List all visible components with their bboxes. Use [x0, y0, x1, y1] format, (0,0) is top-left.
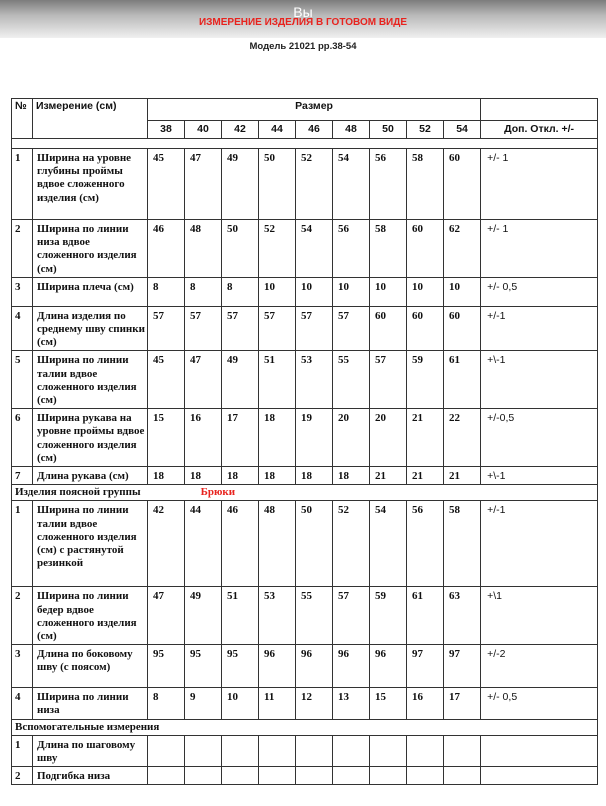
measurement-value: 13: [333, 688, 370, 719]
tolerance-value: +/- 1: [481, 220, 598, 278]
row-number: 2: [12, 220, 33, 278]
measurement-row: [12, 688, 598, 719]
row-number: 7: [12, 467, 33, 485]
measurement-value: [296, 767, 333, 785]
measurement-row: [12, 587, 598, 645]
measurement-value: 10: [370, 277, 407, 306]
row-number: 2: [12, 767, 33, 785]
measurement-value: 63: [444, 587, 481, 645]
header-row: [12, 99, 598, 121]
measurement-value: 18: [333, 467, 370, 485]
measurement-value: 58: [407, 149, 444, 220]
measurement-value: [259, 767, 296, 785]
measurement-name: Длина по шаговому шву: [33, 735, 148, 766]
measurement-value: [296, 735, 333, 766]
measurement-value: 10: [444, 277, 481, 306]
measurement-value: 16: [185, 409, 222, 467]
measurement-row: [12, 735, 598, 766]
measurement-row: [12, 306, 598, 351]
measurement-value: [185, 767, 222, 785]
measurement-value: 97: [444, 645, 481, 688]
measurement-value: 61: [444, 351, 481, 409]
row-number: 3: [12, 277, 33, 306]
measurement-row: [12, 149, 598, 220]
measurement-value: 52: [296, 149, 333, 220]
measurement-value: 57: [333, 306, 370, 351]
spacer-cell: [12, 139, 598, 149]
measurement-value: 8: [185, 277, 222, 306]
document-title: ИЗМЕРЕНИЕ ИЗДЕЛИЯ В ГОТОВОМ ВИДЕ: [198, 17, 408, 28]
row-number: 2: [12, 587, 33, 645]
size-label: 52: [407, 121, 444, 139]
tolerance-value: +/-1: [481, 306, 598, 351]
measurement-value: 52: [333, 501, 370, 587]
measurement-value: 18: [185, 467, 222, 485]
measurement-value: 57: [259, 306, 296, 351]
measurement-value: 96: [259, 645, 296, 688]
col-header-measure: Измерение (см): [33, 99, 148, 139]
size-chart-table: [11, 98, 598, 785]
measurement-value: 57: [185, 306, 222, 351]
measurement-value: 47: [148, 587, 185, 645]
measurement-row: [12, 351, 598, 409]
measurement-value: 51: [222, 587, 259, 645]
measurement-value: [370, 735, 407, 766]
measurement-value: 10: [296, 277, 333, 306]
measurement-value: [407, 767, 444, 785]
row-number: 6: [12, 409, 33, 467]
measurement-value: 8: [148, 688, 185, 719]
measurement-value: 47: [185, 351, 222, 409]
measurement-value: 97: [407, 645, 444, 688]
measurement-value: 57: [148, 306, 185, 351]
measurement-value: 15: [148, 409, 185, 467]
spacer-row: [12, 139, 598, 149]
measurement-value: [333, 767, 370, 785]
measurement-value: 62: [444, 220, 481, 278]
measurement-value: 48: [259, 501, 296, 587]
measurement-value: 95: [185, 645, 222, 688]
col-header-blank: [481, 99, 598, 121]
col-header-number: №: [12, 99, 33, 139]
measurement-value: 45: [148, 351, 185, 409]
measurement-value: 49: [222, 351, 259, 409]
measurement-value: 17: [444, 688, 481, 719]
section-row: [12, 485, 598, 501]
size-label: 46: [296, 121, 333, 139]
measurement-value: 42: [148, 501, 185, 587]
measurement-value: 21: [407, 467, 444, 485]
measurement-name: Длина по боковому шву (с поясом): [33, 645, 148, 688]
measurement-value: 95: [148, 645, 185, 688]
measurement-name: Ширина по линии низа: [33, 688, 148, 719]
measurement-value: [185, 735, 222, 766]
measurement-name: Подгибка низа: [33, 767, 148, 785]
measurement-value: 10: [407, 277, 444, 306]
measurement-value: [407, 735, 444, 766]
measurement-value: 22: [444, 409, 481, 467]
measurement-row: [12, 767, 598, 785]
measurement-value: 59: [370, 587, 407, 645]
measurement-name: Ширина по линии талии вдвое сложенного изделия (см): [33, 351, 148, 409]
section-header: [12, 485, 598, 501]
size-label: 42: [222, 121, 259, 139]
measurement-value: 58: [370, 220, 407, 278]
measurement-value: 17: [222, 409, 259, 467]
size-label: 38: [148, 121, 185, 139]
measurement-value: 56: [333, 220, 370, 278]
tolerance-value: +\1: [481, 587, 598, 645]
measurement-value: 19: [296, 409, 333, 467]
measurement-value: 54: [296, 220, 333, 278]
row-number: 5: [12, 351, 33, 409]
measurement-value: [259, 735, 296, 766]
measurement-value: 44: [185, 501, 222, 587]
measurement-value: 15: [370, 688, 407, 719]
measurement-value: 18: [296, 467, 333, 485]
measurement-value: 54: [370, 501, 407, 587]
section-header: [12, 719, 598, 735]
measurement-value: 57: [296, 306, 333, 351]
col-header-tolerance: Доп. Откл. +/-: [481, 121, 598, 139]
measurement-row: [12, 409, 598, 467]
measurement-name: Длина изделия по среднему шву спинки (см): [33, 306, 148, 351]
size-label: 44: [259, 121, 296, 139]
measurement-value: 59: [407, 351, 444, 409]
measurement-value: 20: [370, 409, 407, 467]
measurement-value: 57: [222, 306, 259, 351]
tolerance-value: [481, 767, 598, 785]
measurement-name: Ширина по линии талии вдвое сложенного изделия (см) с растянутой резинкой: [33, 501, 148, 587]
measurement-value: 20: [333, 409, 370, 467]
measurement-value: 50: [259, 149, 296, 220]
row-number: 1: [12, 149, 33, 220]
measurement-name: Длина рукава (см): [33, 467, 148, 485]
measurement-value: 95: [222, 645, 259, 688]
measurement-row: [12, 467, 598, 485]
measurement-value: 9: [185, 688, 222, 719]
col-header-size: Размер: [148, 99, 481, 121]
tolerance-value: +/-1: [481, 501, 598, 587]
measurement-name: Ширина по линии бедер вдвое сложенного изделия (см): [33, 587, 148, 645]
measurement-value: 54: [333, 149, 370, 220]
measurement-value: 60: [407, 220, 444, 278]
top-bar-label: Вы: [293, 4, 313, 20]
measurement-value: [222, 735, 259, 766]
measurement-value: 16: [407, 688, 444, 719]
measurement-value: [444, 735, 481, 766]
measurement-value: 46: [148, 220, 185, 278]
row-number: 1: [12, 501, 33, 587]
section-row: [12, 719, 598, 735]
measurement-value: 60: [407, 306, 444, 351]
measurement-row: [12, 645, 598, 688]
tolerance-value: [481, 735, 598, 766]
measurement-value: 11: [259, 688, 296, 719]
measurement-value: 57: [333, 587, 370, 645]
measurement-value: 60: [444, 149, 481, 220]
measurement-value: 53: [259, 587, 296, 645]
measurement-name: Ширина на уровне глубины проймы вдвое сложенного изделия (см): [33, 149, 148, 220]
measurement-value: 10: [333, 277, 370, 306]
document-subtitle: Модель 21021 рр.38-54: [249, 41, 357, 52]
measurement-value: 46: [222, 501, 259, 587]
measurement-value: 58: [444, 501, 481, 587]
measurement-value: 55: [296, 587, 333, 645]
measurement-value: 56: [407, 501, 444, 587]
measurement-value: 96: [333, 645, 370, 688]
measurement-value: 18: [259, 467, 296, 485]
measurement-name: Ширина плеча (см): [33, 277, 148, 306]
measurement-value: [333, 735, 370, 766]
tolerance-value: +/- 0,5: [481, 688, 598, 719]
measurement-value: 18: [259, 409, 296, 467]
row-number: 1: [12, 735, 33, 766]
tolerance-value: +\-1: [481, 467, 598, 485]
measurement-row: [12, 220, 598, 278]
measurement-value: 8: [222, 277, 259, 306]
measurement-value: 52: [259, 220, 296, 278]
measurement-value: 60: [444, 306, 481, 351]
measurement-name: Ширина по линии низа вдвое сложенного изделия (см): [33, 220, 148, 278]
row-number: 4: [12, 688, 33, 719]
tolerance-value: +/- 0,5: [481, 277, 598, 306]
measurement-value: 48: [185, 220, 222, 278]
size-label: 50: [370, 121, 407, 139]
measurement-value: [444, 767, 481, 785]
measurement-value: 47: [185, 149, 222, 220]
measurement-value: 18: [222, 467, 259, 485]
measurement-value: 8: [148, 277, 185, 306]
section-label: Изделия поясной группы: [15, 486, 141, 499]
measurement-value: 21: [444, 467, 481, 485]
section-label: Вспомогательные измерения: [15, 720, 160, 733]
tolerance-value: +/-0,5: [481, 409, 598, 467]
measurement-value: [148, 767, 185, 785]
measurement-value: 61: [407, 587, 444, 645]
measurement-row: [12, 501, 598, 587]
measurement-value: 50: [296, 501, 333, 587]
size-label: 40: [185, 121, 222, 139]
measurement-value: 55: [333, 351, 370, 409]
measurement-name: Ширина рукава на уровне проймы вдвое сложенного изделия (см): [33, 409, 148, 467]
measurement-value: 49: [222, 149, 259, 220]
measurement-value: 56: [370, 149, 407, 220]
measurement-row: [12, 277, 598, 306]
measurement-value: [370, 767, 407, 785]
row-number: 4: [12, 306, 33, 351]
measurement-value: 45: [148, 149, 185, 220]
measurement-value: [222, 767, 259, 785]
measurement-value: 18: [148, 467, 185, 485]
size-label: 48: [333, 121, 370, 139]
measurement-value: 10: [259, 277, 296, 306]
tolerance-value: +\-1: [481, 351, 598, 409]
measurement-value: 96: [370, 645, 407, 688]
measurement-value: 12: [296, 688, 333, 719]
measurement-value: 96: [296, 645, 333, 688]
measurement-value: [148, 735, 185, 766]
measurement-value: 53: [296, 351, 333, 409]
section-accent-label: Брюки: [200, 486, 236, 499]
tolerance-value: +/- 1: [481, 149, 598, 220]
measurement-value: 51: [259, 351, 296, 409]
measurement-value: 49: [185, 587, 222, 645]
measurement-value: 21: [370, 467, 407, 485]
row-number: 3: [12, 645, 33, 688]
measurement-value: 21: [407, 409, 444, 467]
tolerance-value: +/-2: [481, 645, 598, 688]
measurement-value: 57: [370, 351, 407, 409]
size-label: 54: [444, 121, 481, 139]
measurement-value: 50: [222, 220, 259, 278]
measurement-value: 10: [222, 688, 259, 719]
measurement-value: 60: [370, 306, 407, 351]
